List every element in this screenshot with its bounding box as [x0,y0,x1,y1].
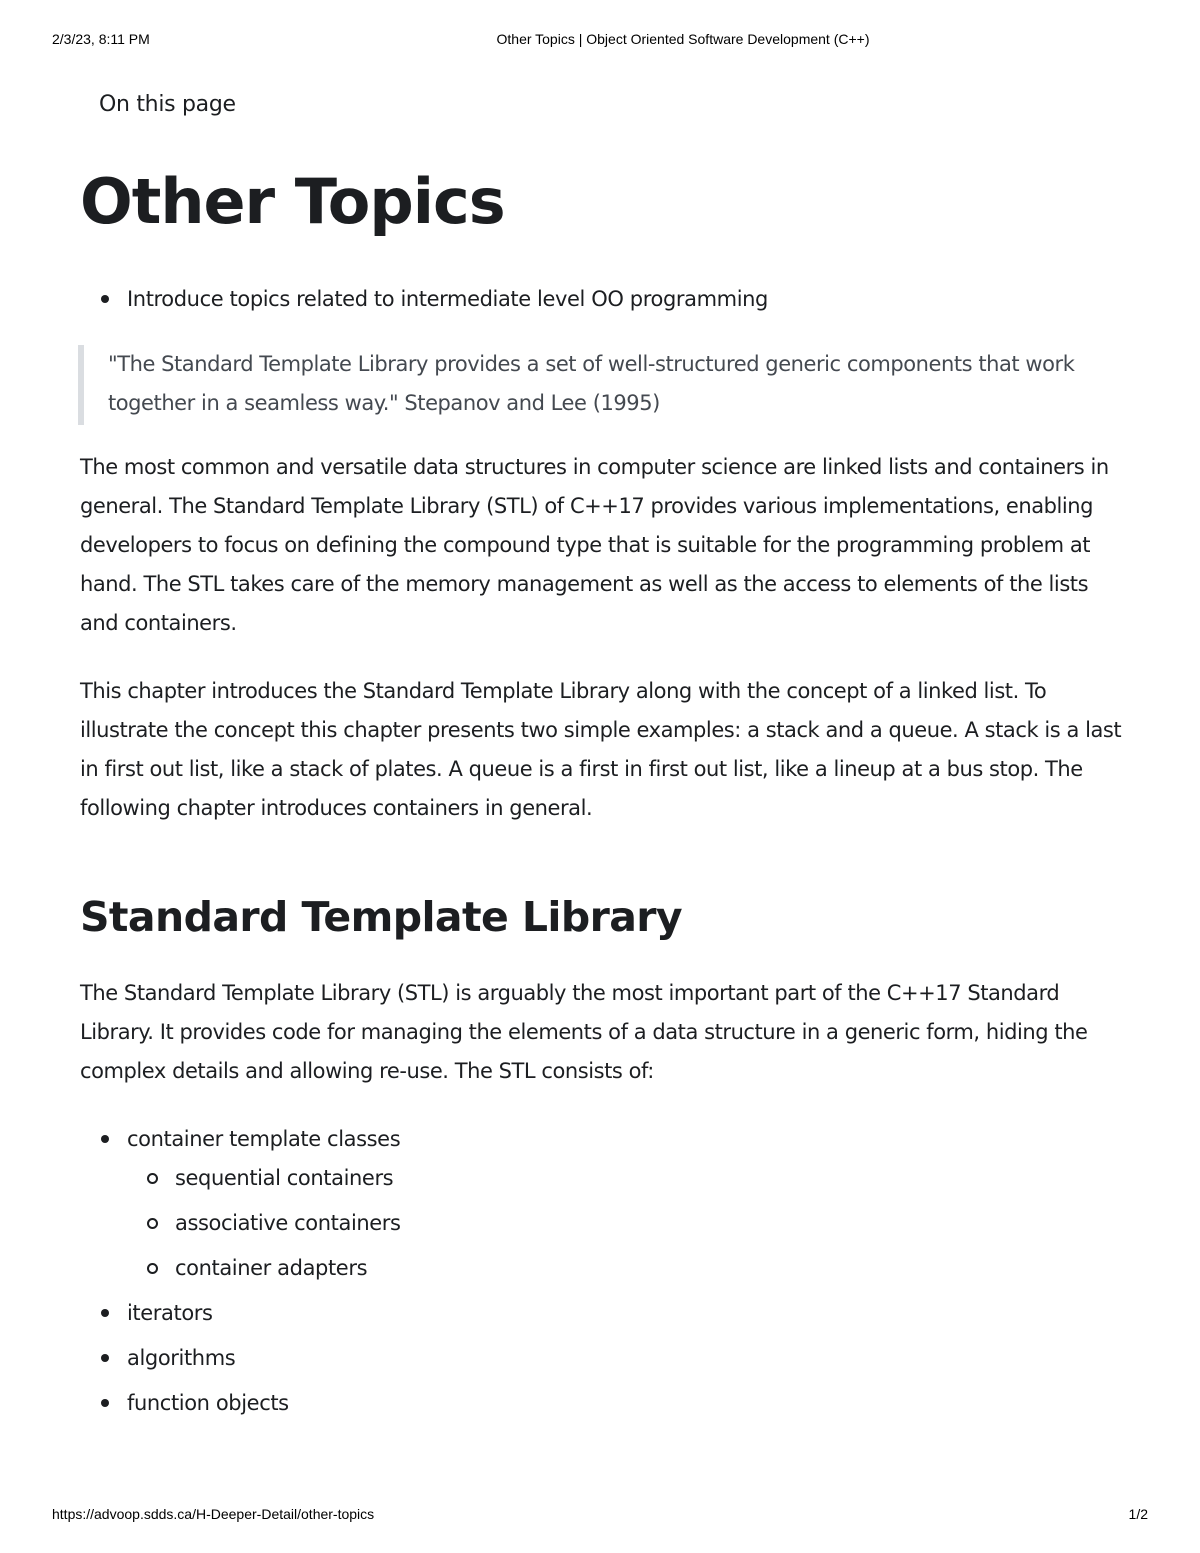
stl-components-list [80,1124,401,1433]
paragraph: The most common and versatile data structures in computer science are linked lists and containers in general. The Standard Template Library (STL) of C++17 provides various implementations, enabling developers to focus on defining the compound type that is suitable for the programming problem at hand. The STL takes care of the memory management as well as the access to elements of the lists and containers. [80,455,1109,635]
list-item [80,1298,401,1328]
list-item [80,284,768,314]
section-heading: Standard Template Library [80,893,683,941]
page-title: Other Topics [80,165,505,238]
quote-text: "The Standard Template Library provides a set of well-structured generic components that work together in a seamless way." Stepanov and Lee (1995) [108,352,1075,415]
list-item-text: Introduce topics related to intermediate level OO programming [127,287,768,311]
list-item-text: sequential containers [175,1166,394,1190]
list-item-text: iterators [127,1301,213,1325]
bullet-icon [101,1135,109,1143]
list-item-text: associative containers [175,1211,401,1235]
intro-list [80,284,768,314]
list-item [80,1343,401,1373]
paragraph: The Standard Template Library (STL) is arguably the most important part of the C++17 Standard Library. It provides code for managing the elements of a data structure in a generic form, hiding the complex details and allowing re-use. The STL consists of: [80,981,1088,1083]
on-this-page-toggle[interactable]: On this page [99,92,236,117]
paragraph: This chapter introduces the Standard Template Library along with the concept of a linked list. To illustrate the concept this chapter presents two simple examples: a stack and a queue. A stack is a last in first out list, like a stack of plates. A queue is a first in first out list, like a lineup at a bus stop. The following chapter introduces containers in general. [80,679,1122,820]
bullet-icon [101,1399,109,1407]
bullet-icon [101,295,109,303]
blockquote [78,345,1124,425]
list-item-text: container adapters [175,1256,368,1280]
list-item-text: container template classes [127,1127,401,1151]
sub-list-item [127,1208,401,1238]
bullet-icon [101,1354,109,1362]
hollow-bullet-icon [147,1173,158,1184]
list-item-text: function objects [127,1391,289,1415]
print-datetime: 2/3/23, 8:11 PM [52,31,150,47]
list-item [80,1388,401,1418]
sub-list-item [127,1253,401,1283]
sub-list-item [127,1163,401,1193]
bullet-icon [101,1309,109,1317]
list-item [80,1124,401,1283]
list-item-text: algorithms [127,1346,236,1370]
print-url[interactable]: https://advoop.sdds.ca/H-Deeper-Detail/other-topics [52,1506,375,1522]
hollow-bullet-icon [147,1218,158,1229]
sub-list [127,1163,401,1283]
print-page-number: 1/2 [1128,1506,1148,1522]
hollow-bullet-icon [147,1263,158,1274]
print-page-title: Other Topics | Object Oriented Software Development (C++) [496,31,870,47]
